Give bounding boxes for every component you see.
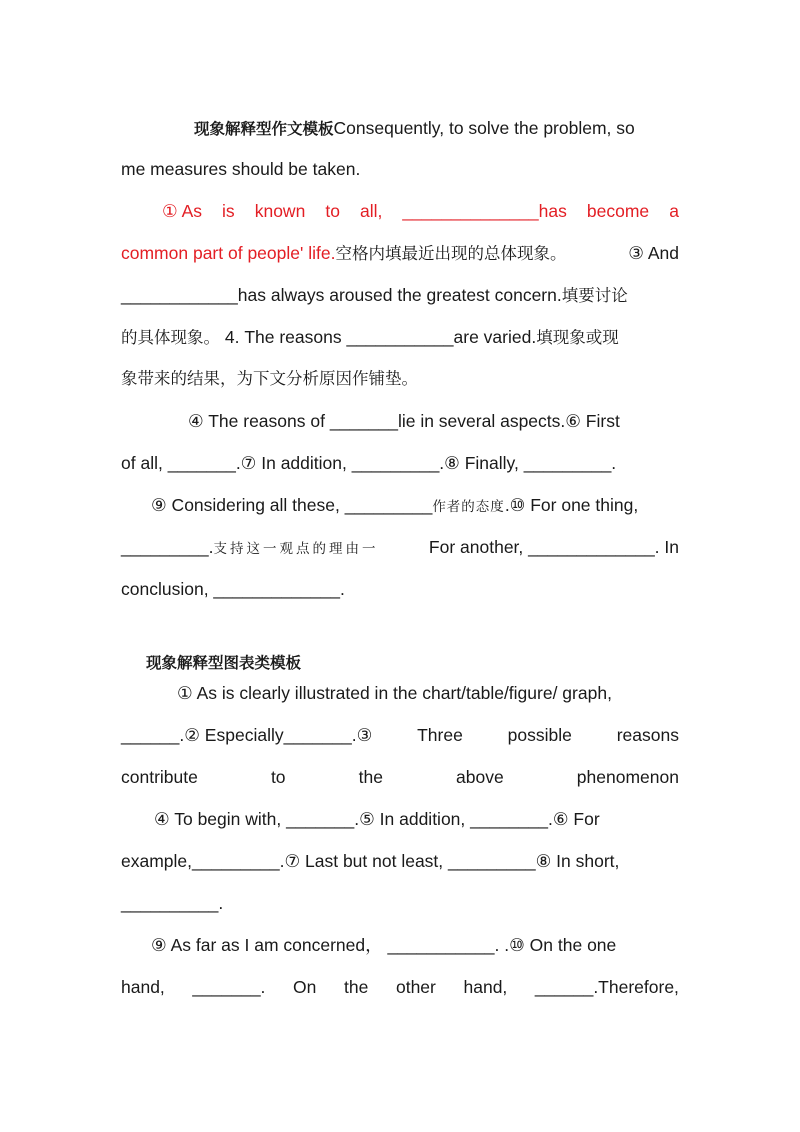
section2-line4: ④ To begin with, _______.⑤ In addition, ________.⑥ For [154,809,600,829]
section1-line3-word: all, [359,201,383,221]
section2-heading: 现象解释型图表类模板 [146,653,302,672]
section2-line3-word: to [270,767,286,787]
section1-line3-word: ① As [162,201,203,221]
section2-line3-word: the [358,767,383,787]
section1-line4-cjk: 空格内填最近出现的总体现象。 [335,244,567,263]
section2-line8-word: On [293,977,317,997]
section1-line6-text: 4. The reasons ___________are varied. [224,327,537,347]
section2-line3 [121,765,679,789]
section1-line5-text: ____________has always aroused the greatest concern. [121,285,562,305]
section1-line3-word: ______________has [402,201,567,221]
section2-line2 [121,723,679,747]
section1-line5-cjk: 填要讨论 [561,286,628,305]
section2-line8-word: hand, [463,977,508,997]
section1-line2: me measures should be taken. [121,159,361,179]
section1-line8: ④ The reasons of _______lie in several aspects.⑥ First [188,411,620,431]
section1-line7: 象带来的结果，为下文分析原因作铺垫。 [121,369,418,388]
section2-line8-word: ______.Therefore, [534,977,679,997]
section2-line3-word: contribute [121,767,198,787]
section1-line1 [194,116,679,141]
section1-line6 [121,325,679,350]
section2-line8-word: _______. [192,977,266,997]
section1-line3-word: is [222,201,235,221]
section2-line2-word: possible [507,725,572,745]
section1-line11-b: For another, _____________. In [428,537,679,557]
section1-line11 [121,535,679,561]
section2-line2-word: ______.② Especially_______.③ [121,725,373,745]
section2-line8-word: hand, [121,977,165,997]
section1-line4-tail: ③ And [628,243,679,263]
section2-line6: __________. [121,893,224,913]
section2-line5: example,_________.⑦ Last but not least, _________⑧ In short, [121,851,620,871]
section1-line3-word: become [586,201,650,221]
section2-line2-word: reasons [616,725,679,745]
section1-line10-b: .⑩ For one thing, [504,495,639,515]
section1-line11-a: _________. [121,537,214,557]
section1-line5 [121,283,679,308]
section1-line10 [151,493,679,519]
section1-line3-word: a [669,201,679,221]
section2-line8-word: the [344,977,369,997]
section2-line2-word: Three [417,725,463,745]
section2-line3-word: above [456,767,504,787]
section1-line6-cjk: 的具体现象。 [121,328,220,347]
section1-line6-cjk2: 填现象或现 [536,328,619,347]
section1-line4-red: common part of people' life. [121,243,336,263]
section1-line12: conclusion, _____________. [121,579,345,599]
section1-line3-word: known [254,201,306,221]
section1-heading: 现象解释型作文模板 [194,119,334,138]
section2-line3-word: phenomenon [576,767,679,787]
section2-line8-word: other [395,977,436,997]
section1-line10-a: ⑨ Considering all these, _________ [151,495,433,515]
section1-line10-cjk: 作者的态度 [432,499,505,515]
section1-line1-text: Consequently, to solve the problem, so [333,118,635,138]
section1-line11-cjk: 支持这一观点的理由一 [213,541,379,557]
section1-line4 [121,241,679,266]
section1-line9: of all, _______.⑦ In addition, _________.⑧ Finally, _________. [121,453,617,473]
section1-line3-word: to [325,201,340,221]
section2-line1: ① As is clearly illustrated in the chart/table/figure/ graph, [177,683,612,703]
section1-line3 [162,199,679,223]
section2-line7: ⑨ As far as I am concerned， ___________. .⑩ On the one [151,935,617,955]
section2-line8 [121,975,679,999]
